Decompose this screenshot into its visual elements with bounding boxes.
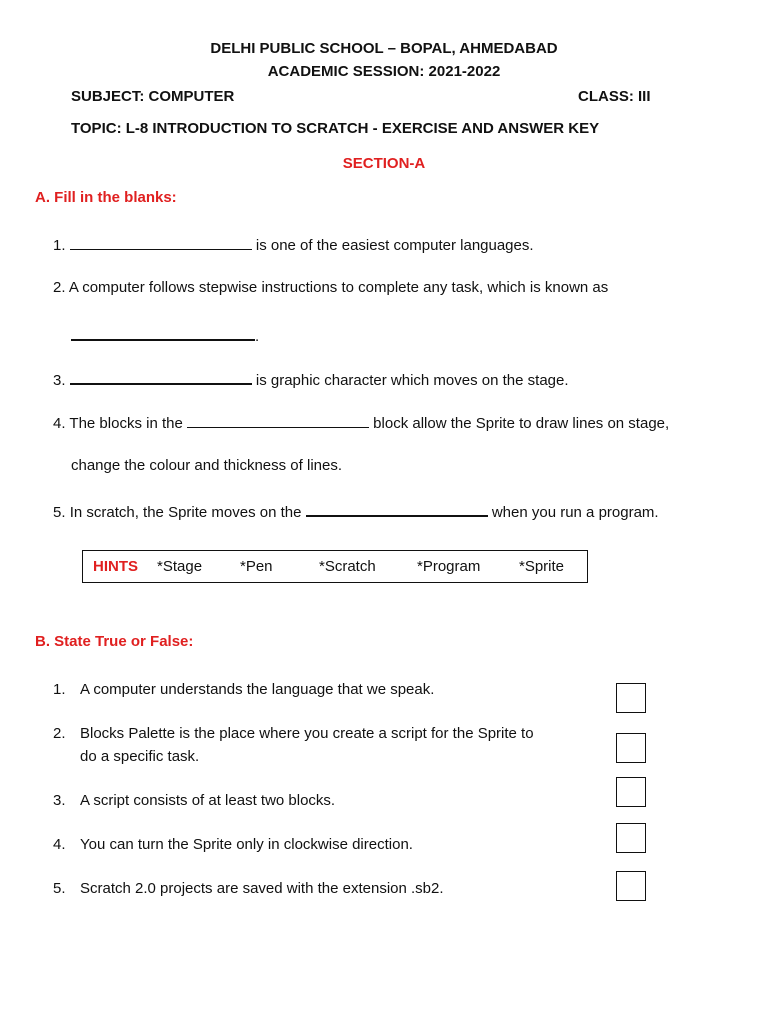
question-text: is one of the easiest computer languages. (255, 237, 534, 254)
question-number: 4. (53, 415, 66, 432)
tf-question-2-line2: do a specific task. (80, 748, 200, 765)
hint-item: *Pen (240, 558, 273, 575)
question-number: 1. (53, 681, 66, 698)
fill-question-5 (53, 501, 659, 521)
school-name: DELHI PUBLIC SCHOOL – BOPAL, AHMEDABAD (210, 40, 558, 57)
question-text: is graphic character which moves on the stage. (255, 372, 569, 389)
subject-label: SUBJECT: COMPUTER (71, 88, 235, 105)
true-false-heading: B. State True or False: (35, 633, 194, 650)
class-label: CLASS: III (578, 88, 651, 105)
question-number: 2. (53, 279, 66, 296)
question-text: A computer understands the language that we speak. (80, 681, 435, 698)
answer-blank (71, 325, 255, 341)
section-a-title: SECTION-A (342, 155, 426, 172)
hint-item: *Scratch (319, 558, 376, 575)
tf-question-4 (53, 836, 413, 853)
tf-question-1 (53, 681, 435, 698)
answer-checkbox[interactable] (616, 733, 646, 763)
hints-box (82, 550, 588, 583)
fill-question-2 (53, 279, 608, 296)
question-text-after: when you run a program. (491, 504, 659, 521)
academic-session: ACADEMIC SESSION: 2021-2022 (267, 63, 501, 80)
answer-blank (70, 235, 252, 250)
question-number: 2. (53, 725, 66, 742)
question-number: 3. (53, 372, 66, 389)
hint-item: *Program (417, 558, 481, 575)
question-text: Blocks Palette is the place where you create a script for the Sprite to (80, 725, 534, 742)
question-number: 3. (53, 792, 66, 809)
answer-checkbox[interactable] (616, 871, 646, 901)
question-number: 5. (53, 504, 66, 521)
fill-question-2-blank-line (71, 325, 259, 345)
answer-checkbox[interactable] (616, 823, 646, 853)
tf-question-5 (53, 880, 444, 897)
answer-blank (306, 501, 488, 517)
question-text: A script consists of at least two blocks. (80, 792, 336, 809)
question-end: . (255, 328, 260, 345)
answer-checkbox[interactable] (616, 683, 646, 713)
answer-blank (70, 369, 252, 385)
topic-label: TOPIC: L-8 INTRODUCTION TO SCRATCH - EXERCISE AND ANSWER KEY (71, 120, 600, 137)
question-text-before: The blocks in the (69, 415, 183, 432)
question-text: Scratch 2.0 projects are saved with the extension .sb2. (80, 880, 444, 897)
fill-question-4 (53, 413, 669, 432)
fill-question-1 (53, 235, 534, 254)
hint-item: *Stage (157, 558, 203, 575)
tf-question-3 (53, 792, 336, 809)
question-text: A computer follows stepwise instructions to complete any task, which is known as (68, 279, 609, 296)
hints-label: HINTS (93, 558, 138, 575)
fill-question-4-line2: change the colour and thickness of lines. (71, 457, 343, 474)
question-text: You can turn the Sprite only in clockwise direction. (80, 836, 413, 853)
question-number: 1. (53, 237, 66, 254)
fill-question-3 (53, 369, 569, 389)
answer-checkbox[interactable] (616, 777, 646, 807)
fill-blanks-heading: A. Fill in the blanks: (35, 189, 177, 206)
hint-item: *Sprite (519, 558, 565, 575)
answer-blank (187, 413, 369, 428)
tf-question-2 (53, 725, 534, 742)
question-number: 4. (53, 836, 66, 853)
question-number: 5. (53, 880, 66, 897)
question-text-before: In scratch, the Sprite moves on the (69, 504, 302, 521)
question-text-after: block allow the Sprite to draw lines on stage, (373, 415, 670, 432)
